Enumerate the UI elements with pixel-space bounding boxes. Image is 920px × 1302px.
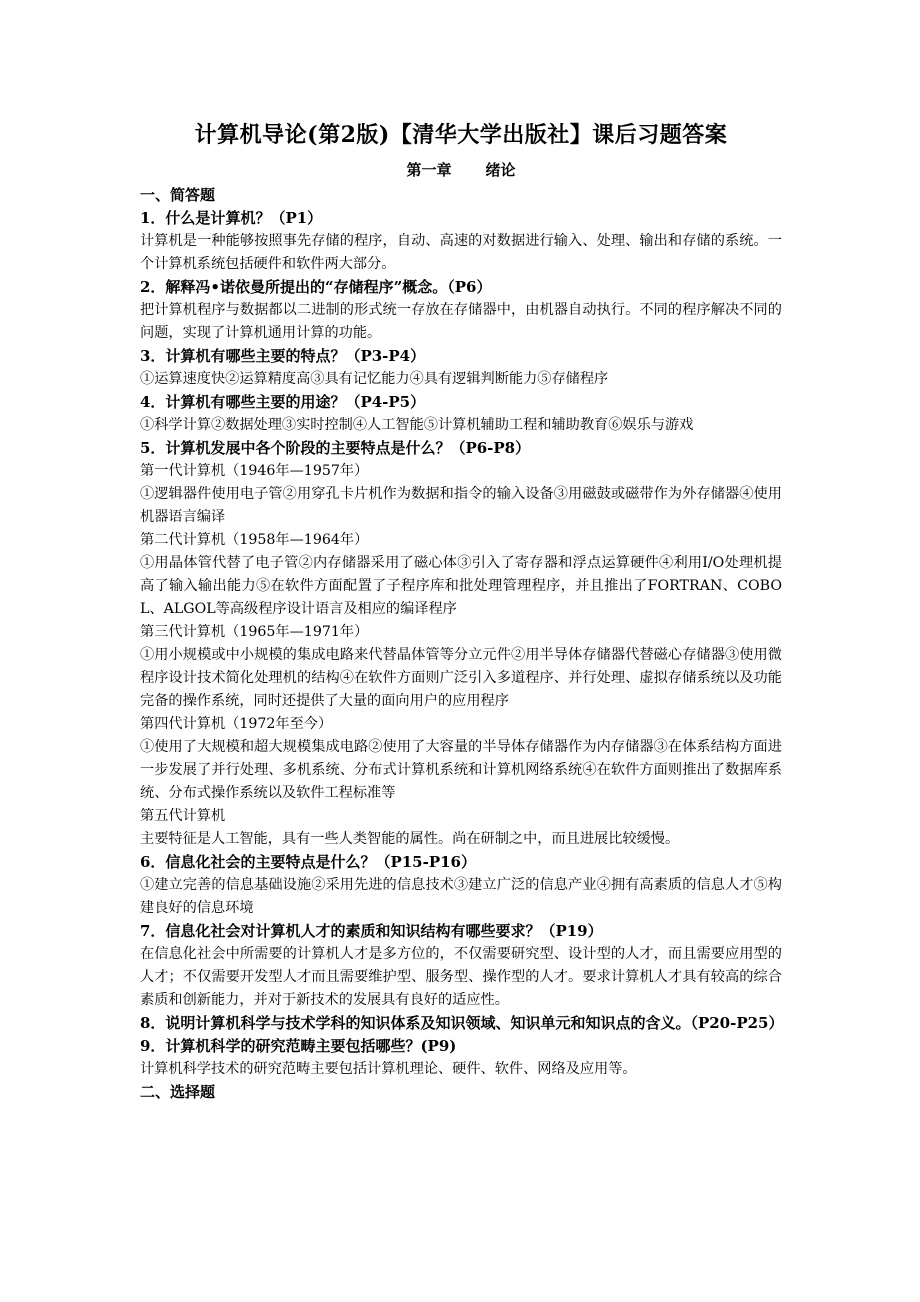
answer-text: 第三代计算机（1965年—1971年） — [140, 624, 369, 640]
answer-text: 把计算机程序与数据都以二进制的形式统一存放在存储器中，由机器自动执行。不同的程序解决不同的问题，实现了计算机通用计算的功能。 — [140, 302, 782, 341]
answer-text: 第二代计算机（1958年—1964年） — [140, 532, 369, 548]
question-text: 1．什么是计算机？（P1） — [140, 209, 323, 227]
question-text: 9．计算机科学的研究范畴主要包括哪些？(P9) — [140, 1037, 457, 1055]
document-page — [140, 118, 782, 1104]
question-text: 6．信息化社会的主要特点是什么？（P15-P16） — [140, 853, 476, 871]
qa-list — [140, 207, 782, 1081]
answer-text: 第四代计算机（1972年至今） — [140, 716, 333, 732]
question-text: 8．说明计算机科学与技术学科的知识体系及知识领域、知识单元和知识点的含义。（P20-P25） — [140, 1014, 784, 1032]
answer-text: 计算机是一种能够按照事先存储的程序，自动、高速的对数据进行输入、处理、输出和存储的系统。一个计算机系统包括硬件和软件两大部分。 — [140, 233, 782, 272]
question-text: 3．计算机有哪些主要的特点？（P3-P4） — [140, 347, 426, 365]
answer-text: ①使用了大规模和超大规模集成电路②使用了大容量的半导体存储器作为内存储器③在体系结构方面进一步发展了并行处理、多机系统、分布式计算机系统和计算机网络系统④在软件方面则推出了数据库系统、分布式操作系统以及软件工程标准等 — [140, 739, 782, 801]
answer-text: ①科学计算②数据处理③实时控制④人工智能⑤计算机辅助工程和辅助教育⑥娱乐与游戏 — [140, 417, 694, 433]
answer-text: 主要特征是人工智能，具有一些人类智能的属性。尚在研制之中，而且进展比较缓慢。 — [140, 831, 680, 847]
answer-text: ①运算速度快②运算精度高③具有记忆能力④具有逻辑判断能力⑤存储程序 — [140, 371, 609, 387]
question-text: 7．信息化社会对计算机人才的素质和知识结构有哪些要求？（P19） — [140, 922, 603, 940]
document-title: 计算机导论(第2版)【清华大学出版社】课后习题答案 — [194, 122, 728, 148]
chapter-heading — [140, 158, 782, 182]
section-heading-short-answer: 一、简答题 — [140, 186, 216, 204]
answer-text: 第一代计算机（1946年—1957年） — [140, 463, 369, 479]
chapter-name: 绪论 — [485, 161, 516, 179]
question-text: 4．计算机有哪些主要的用途？（P4-P5） — [140, 393, 426, 411]
answer-text: ①用小规模或中小规模的集成电路来代替晶体管等分立元件②用半导体存储器代替磁心存储器③使用微程序设计技术简化处理机的结构④在软件方面则广泛引入多道程序、并行处理、虚拟存储系统以及功能完备的操作系统，同时还提供了大量的面向用户的应用程序 — [140, 647, 782, 709]
answer-text: 计算机科学技术的研究范畴主要包括计算机理论、硬件、软件、网络及应用等。 — [140, 1061, 637, 1077]
chapter-label: 第一章 — [406, 161, 452, 179]
answer-text: 第五代计算机 — [140, 808, 226, 824]
section-heading-multiple-choice: 二、选择题 — [140, 1083, 216, 1101]
answer-text: ①用晶体管代替了电子管②内存储器采用了磁心体③引入了寄存器和浮点运算硬件④利用I/O处理机提高了输入输出能力⑤在软件方面配置了子程序库和批处理管理程序，并且推出了FORTRAN、COBOL、ALGOL等高级程序设计语言及相应的编译程序 — [140, 555, 782, 617]
answer-text: 在信息化社会中所需要的计算机人才是多方位的，不仅需要研究型、设计型的人才，而且需要应用型的人才；不仅需要开发型人才而且需要维护型、服务型、操作型的人才。要求计算机人才具有较高的综合素质和创新能力，并对于新技术的发展具有良好的适应性。 — [140, 946, 782, 1008]
question-text: 2．解释冯•诺依曼所提出的“存储程序”概念。（P6） — [140, 278, 492, 296]
question-text: 5．计算机发展中各个阶段的主要特点是什么？（P6-P8） — [140, 439, 531, 457]
answer-text: ①逻辑器件使用电子管②用穿孔卡片机作为数据和指令的输入设备③用磁鼓或磁带作为外存储器④使用机器语言编译 — [140, 486, 782, 525]
answer-text: ①建立完善的信息基础设施②采用先进的信息技术③建立广泛的信息产业④拥有高素质的信息人才⑤构建良好的信息环境 — [140, 877, 782, 916]
